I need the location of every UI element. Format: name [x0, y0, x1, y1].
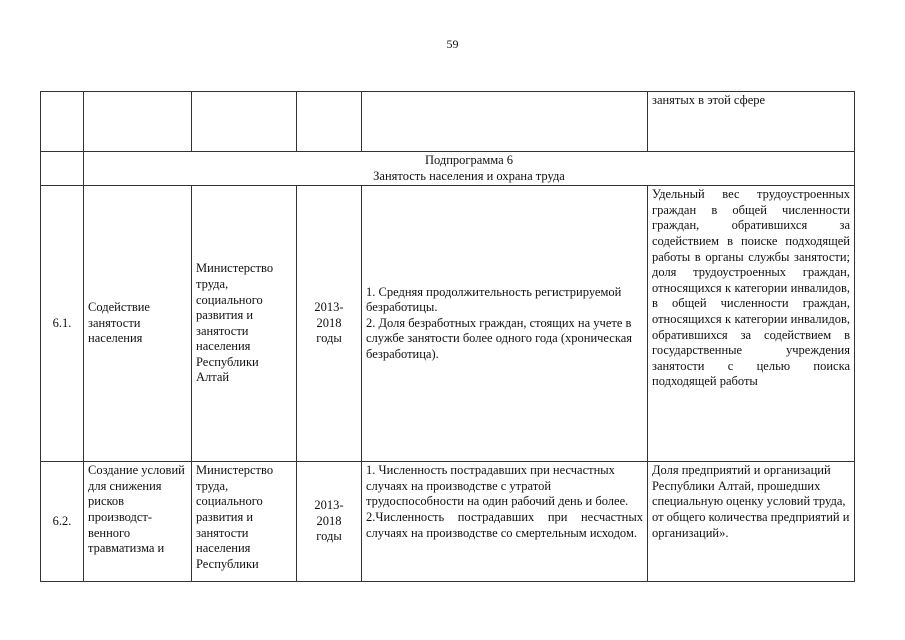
period-unit: годы [316, 529, 342, 544]
period-end: 2018 [316, 513, 342, 528]
period-start: 2013- [314, 498, 344, 513]
measure-name: Создание условий для снижения рисков производст-венного травматизма и [84, 462, 192, 582]
result-item: 1. Численность пострадавших при несчастных случаях на производстве с утратой трудоспособности на один рабочий день и более. [366, 463, 629, 509]
period-start: 2013- [314, 300, 344, 315]
period-unit: годы [316, 331, 342, 346]
indicator-cell [648, 92, 855, 152]
result-item: 1. Средняя продолжительность регистрируемой безработицы. [366, 284, 622, 315]
cell-empty [84, 92, 192, 152]
table-row [41, 186, 855, 462]
cell-empty [362, 92, 648, 152]
cell-empty [41, 92, 84, 152]
row-number: 6.1. [41, 186, 84, 462]
program-table [40, 91, 855, 582]
result-item: 2. Доля безработных граждан, стоящих на учете в службе занятости более одного года (хроническая безработица). [366, 315, 633, 362]
page-number: 59 [446, 37, 459, 51]
subprogram-row [41, 152, 855, 186]
row-number: 6.2. [41, 462, 84, 582]
subprogram-header [84, 152, 855, 186]
subprogram-subtitle: Занятость населения и охрана труда [373, 168, 565, 183]
result-item: 2.Численность пострадавших при несчастных случаях на производстве со смертельным исходом. [366, 509, 643, 540]
expected-results [362, 462, 648, 582]
cell-empty [41, 152, 84, 186]
period [297, 186, 362, 462]
table-row [41, 462, 855, 582]
period [297, 462, 362, 582]
period-end: 2018 [316, 315, 342, 330]
executor: Министерство труда, социального развития и занятости населения Республики Алтай [192, 186, 297, 462]
measure-name: Содействие занятости населения [84, 186, 192, 462]
indicator: Доля предприятий и организаций Республики Алтай, прошедших специальную оценку условий труда, от общего количества предприятий и организаций». [648, 462, 855, 582]
indicator-text: занятых в этой сфере [652, 93, 766, 107]
indicator: Удельный вес трудоустроенных граждан в общей численности граждан, обратившихся за содействием в поиске подходящей работы в органы службы занятости; доля трудоустроенных граждан, относящихся к категории инвалидов, в общей численности граждан, относящихся к категории инвалидов, обратившихся за содействием в государственные учреждения занятости с целью поиска подходящей работы [648, 186, 855, 462]
cell-empty [297, 92, 362, 152]
cell-empty [192, 92, 297, 152]
expected-results [362, 186, 648, 462]
continuation-row [41, 92, 855, 152]
subprogram-title: Подпрограмма 6 [424, 153, 514, 167]
executor: Министерство труда, социального развития и занятости населения Республики [192, 462, 297, 582]
